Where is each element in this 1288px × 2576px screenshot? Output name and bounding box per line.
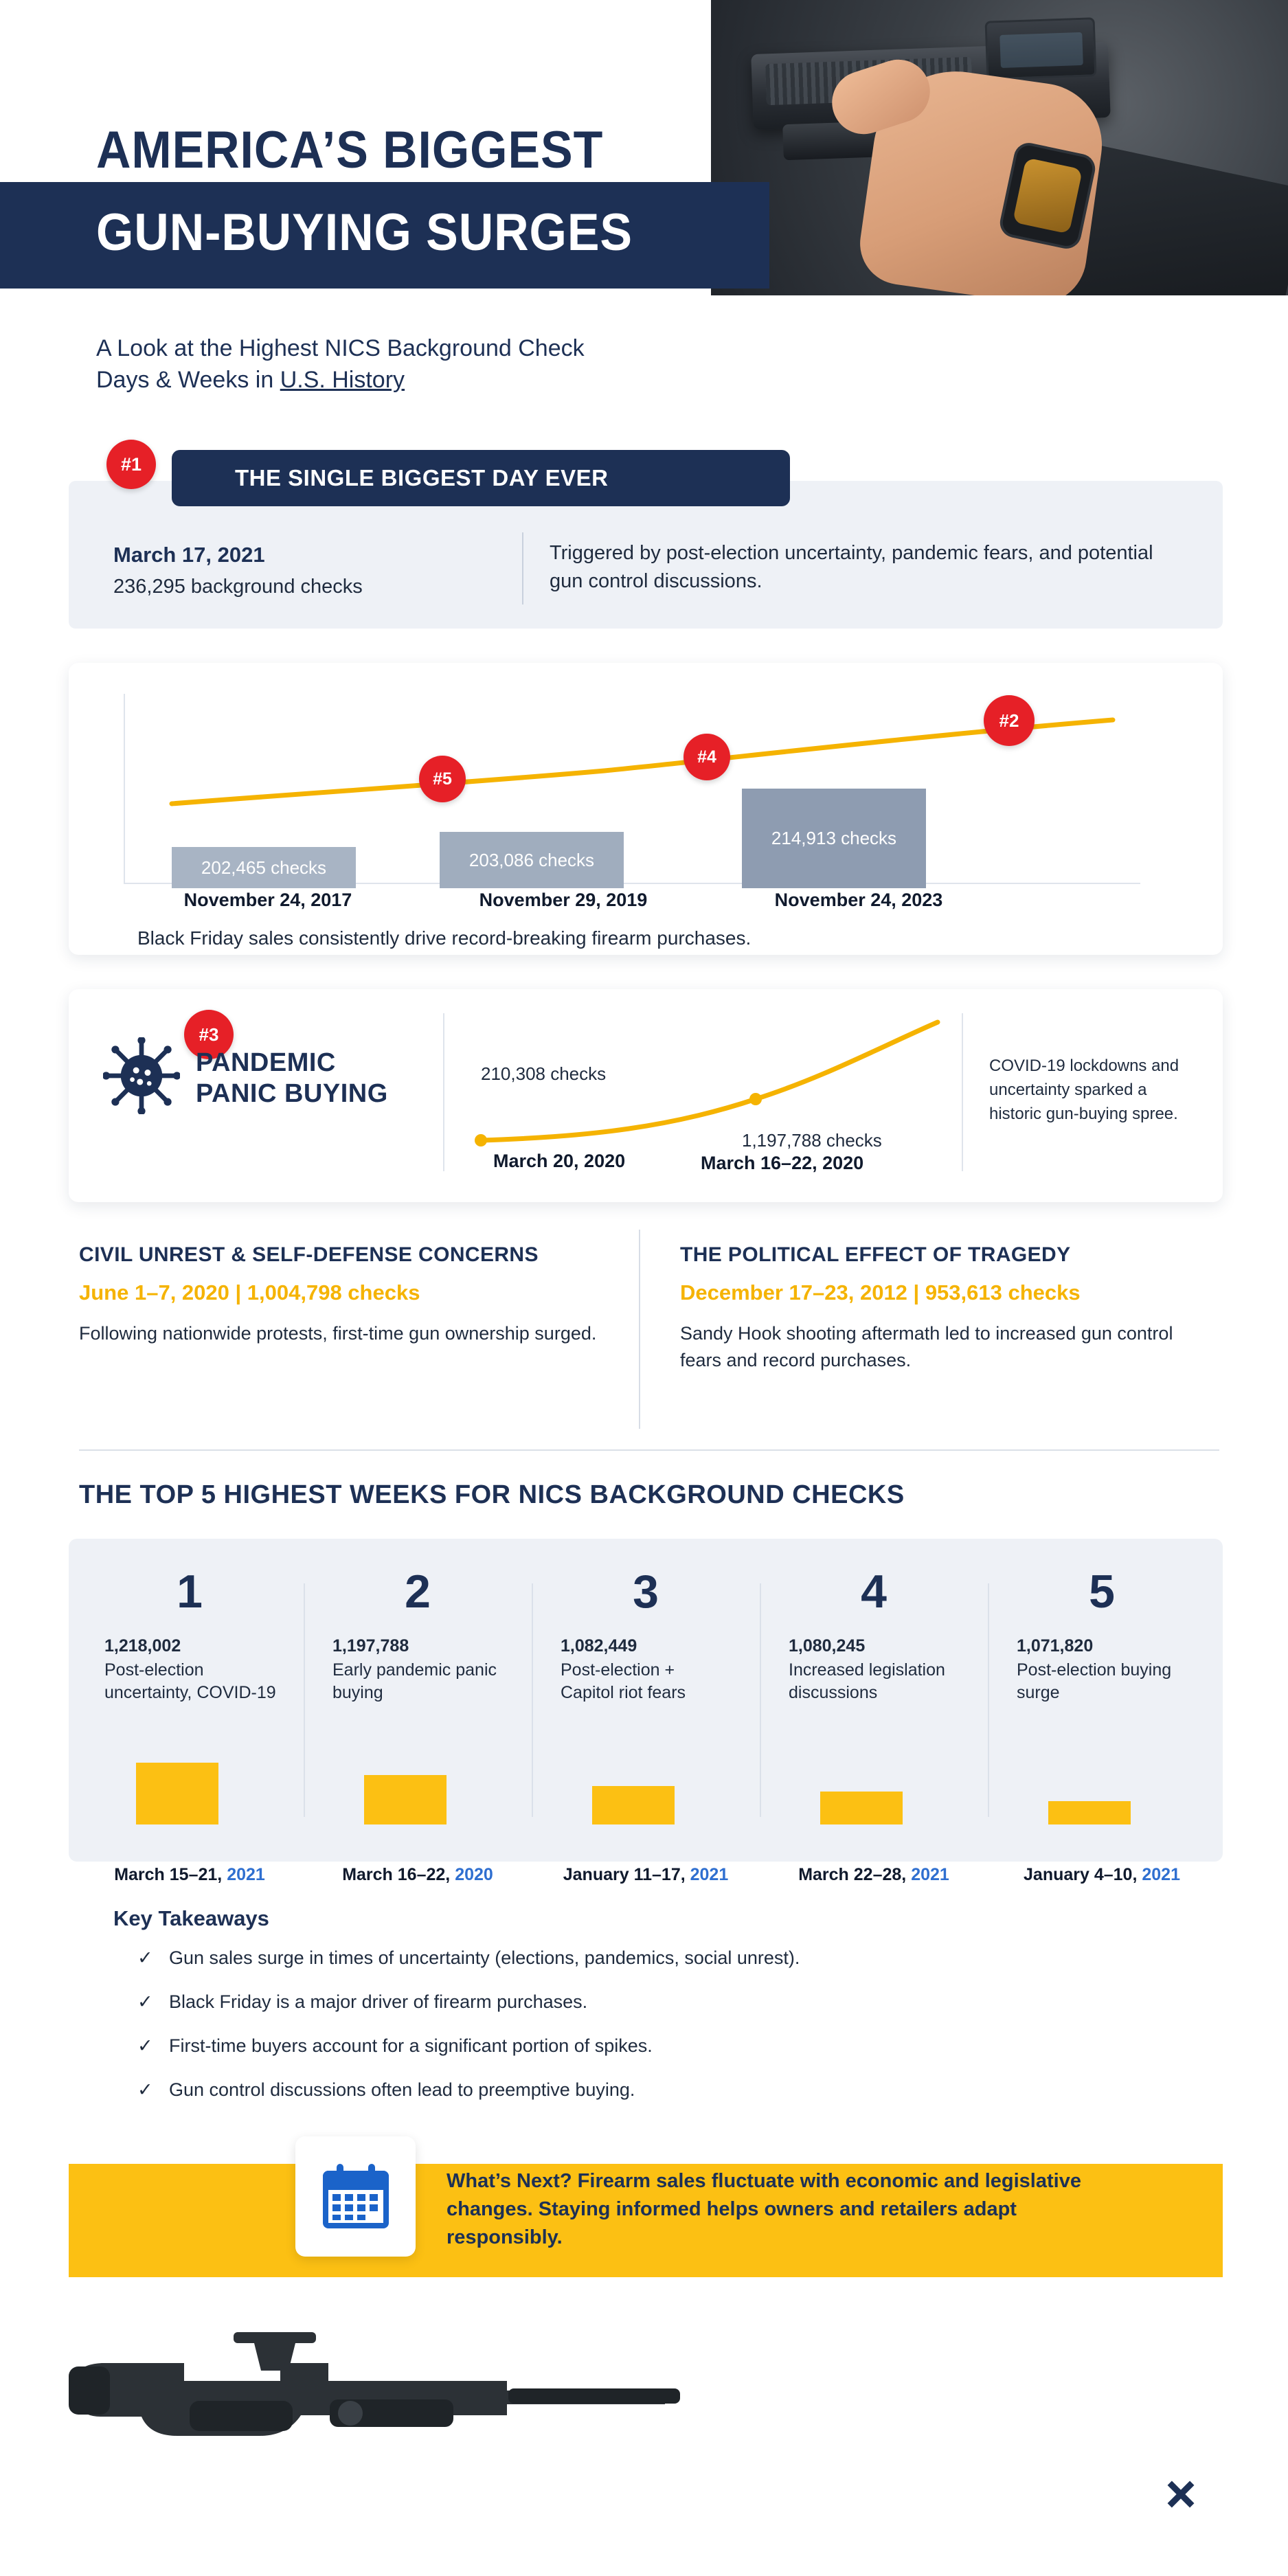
top5-number-4: 1,080,245 [789, 1636, 866, 1656]
political-tragedy-heading: THE POLITICAL EFFECT OF TRAGEDY [680, 1243, 1071, 1266]
key-takeaway-text-1: Gun sales surge in times of uncertainty (elections, pandemics, social unrest). [169, 1947, 800, 1968]
top5-date-4-year: 2021 [911, 1865, 949, 1884]
civil-unrest-column [79, 1243, 615, 1347]
rifle-icon [27, 2318, 756, 2476]
top5-rank-2: 2 [405, 1566, 431, 1618]
bf-date-2017: November 24, 2017 [183, 890, 352, 910]
black-friday-date-labels [124, 890, 1140, 911]
top5-desc-3: Post-election + Capitol riot fears [561, 1660, 686, 1702]
top5-date-2-year: 2020 [455, 1865, 493, 1884]
pandemic-point2-date: March 16–22, 2020 [701, 1153, 864, 1173]
top5-bar-1 [136, 1763, 218, 1824]
key-takeaways-title: Key Takeaways [113, 1906, 269, 1930]
top5-date-2 [304, 1865, 532, 1885]
top5-rank-3: 3 [633, 1566, 659, 1618]
top5-desc-5: Post-election buying surge [1017, 1660, 1172, 1702]
pandemic-title [196, 1048, 388, 1109]
top5-item-2 [304, 1546, 532, 1848]
top5-date-5-text: January 4–10, [1024, 1865, 1142, 1884]
civil-unrest-heading: CIVIL UNREST & SELF-DEFENSE CONCERNS [79, 1243, 539, 1266]
rank-badge-1: #1 [106, 440, 156, 489]
divider [962, 1013, 963, 1171]
biggest-day-header [172, 450, 790, 506]
top5-date-3-year: 2021 [690, 1865, 729, 1884]
rank-badge-5: #5 [419, 756, 466, 802]
calendar-icon [320, 2162, 392, 2231]
page-title-line1: AMERICA’S BIGGEST [96, 121, 604, 179]
civil-unrest-highlight: June 1–7, 2020 | 1,004,798 checks [79, 1280, 420, 1304]
list-item [137, 1947, 1168, 1969]
political-tragedy-body: Sandy Hook shooting aftermath led to increased gun control fears and record purchases. [680, 1323, 1173, 1371]
pandemic-point2-label: 1,197,788 checks [742, 1130, 882, 1151]
top5-rank-1: 1 [177, 1566, 203, 1618]
check-icon: ✓ [137, 1991, 153, 2012]
rank-badge-2: #2 [984, 695, 1035, 746]
check-icon: ✓ [137, 2079, 153, 2100]
divider [79, 1449, 1219, 1451]
top5-item-5 [988, 1546, 1216, 1848]
pandemic-point1-date: March 20, 2020 [493, 1151, 626, 1171]
divider [522, 532, 523, 605]
top5-date-labels [76, 1865, 1216, 1885]
top5-date-5-year: 2021 [1142, 1865, 1180, 1884]
biggest-day-checks: 236,295 background checks [113, 576, 363, 598]
top5-date-5 [988, 1865, 1216, 1885]
subtitle-line1: A Look at the Highest NICS Background Check [96, 335, 585, 361]
rank-badge-4: #4 [683, 734, 730, 780]
civil-unrest-body: Following nationwide protests, first-time gun ownership surged. [79, 1323, 597, 1344]
key-takeaways-list [137, 1947, 1168, 2123]
divider [443, 1013, 444, 1171]
black-friday-note: Black Friday sales consistently drive record-breaking firearm purchases. [137, 927, 752, 949]
top5-desc-2: Early pandemic panic buying [332, 1660, 497, 1702]
political-tragedy-highlight: December 17–23, 2012 | 953,613 checks [680, 1280, 1081, 1304]
divider [639, 1230, 640, 1429]
top5-title: THE TOP 5 HIGHEST WEEKS FOR NICS BACKGROUND CHECKS [79, 1480, 905, 1509]
list-item [137, 2035, 1168, 2057]
top5-date-4-text: March 22–28, [798, 1865, 912, 1884]
check-icon: ✓ [137, 2035, 153, 2056]
brand-mark-icon [1156, 2470, 1206, 2519]
top5-item-4 [760, 1546, 988, 1848]
bar-label-2019: 203,086 checks [440, 832, 624, 888]
bf-date-2023: November 24, 2023 [774, 890, 943, 910]
pandemic-point1-label: 210,308 checks [481, 1063, 607, 1084]
top5-bar-4 [820, 1792, 903, 1824]
red-dot-optic-icon [985, 17, 1097, 80]
top5-number-1: 1,218,002 [104, 1636, 181, 1656]
political-tragedy-column [680, 1243, 1216, 1374]
top5-date-1-year: 2021 [227, 1865, 265, 1884]
top5-item-1 [76, 1546, 304, 1848]
page-title-line2: GUN-BUYING SURGES [96, 203, 633, 262]
key-takeaway-text-3: First-time buyers account for a significant portion of spikes. [169, 2035, 653, 2056]
brand-name: GUNPRIME [917, 2472, 1141, 2516]
top5-bar-2 [364, 1775, 447, 1824]
top5-bar-3 [592, 1786, 675, 1824]
top5-date-3-text: January 11–17, [563, 1865, 690, 1884]
subtitle-link[interactable]: U.S. History [280, 366, 405, 393]
key-takeaway-text-4: Gun control discussions often lead to preemptive buying. [169, 2079, 635, 2100]
top5-number-2: 1,197,788 [332, 1636, 409, 1656]
handgun-photo [711, 0, 1288, 295]
bf-date-2019: November 29, 2019 [479, 890, 648, 910]
cta-text: What’s Next? Firearm sales fluctuate with economic and legislative changes. Staying informed helps owners and retailers adapt responsibly. [447, 2170, 1081, 2249]
top5-date-4 [760, 1865, 988, 1885]
page-subtitle [96, 333, 783, 396]
rank-badge-3: #3 [184, 1010, 234, 1059]
pandemic-note: COVID-19 lockdowns and uncertainty sparked a historic gun-buying spree. [989, 1057, 1179, 1123]
top5-date-1 [76, 1865, 304, 1885]
top5-date-3 [532, 1865, 760, 1885]
brand-logo [917, 2470, 1206, 2519]
pandemic-title-line2: PANIC BUYING [196, 1078, 388, 1108]
subtitle-line2: Days & Weeks in [96, 366, 280, 393]
top5-date-2-text: March 16–22, [342, 1865, 455, 1884]
bar-label-2023: 214,913 checks [742, 789, 926, 888]
hero-section [0, 0, 1288, 323]
cta-icon-container [295, 2136, 416, 2257]
list-item [137, 2079, 1168, 2101]
pandemic-title-line1: PANDEMIC [196, 1048, 336, 1077]
top5-number-5: 1,071,820 [1017, 1636, 1094, 1656]
top5-desc-4: Increased legislation discussions [789, 1660, 945, 1702]
top5-columns [76, 1546, 1216, 1848]
top5-date-1-text: March 15–21, [114, 1865, 227, 1884]
top5-desc-1: Post-election uncertainty, COVID-19 [104, 1660, 276, 1702]
top5-rank-5: 5 [1089, 1566, 1115, 1618]
top5-number-3: 1,082,449 [561, 1636, 637, 1656]
key-takeaway-text-2: Black Friday is a major driver of firearm purchases. [169, 1991, 588, 2012]
virus-icon [103, 1037, 180, 1114]
list-item [137, 1991, 1168, 2013]
biggest-day-header-label: THE SINGLE BIGGEST DAY EVER [235, 465, 609, 490]
top5-rank-4: 4 [861, 1566, 887, 1618]
bar-label-2017: 202,465 checks [172, 847, 356, 888]
top5-item-3 [532, 1546, 760, 1848]
biggest-day-date: March 17, 2021 [113, 543, 265, 567]
check-icon: ✓ [137, 1947, 153, 1968]
biggest-day-description: Triggered by post-election uncertainty, pandemic fears, and potential gun control discussions. [550, 542, 1153, 592]
top5-bar-5 [1048, 1801, 1131, 1824]
